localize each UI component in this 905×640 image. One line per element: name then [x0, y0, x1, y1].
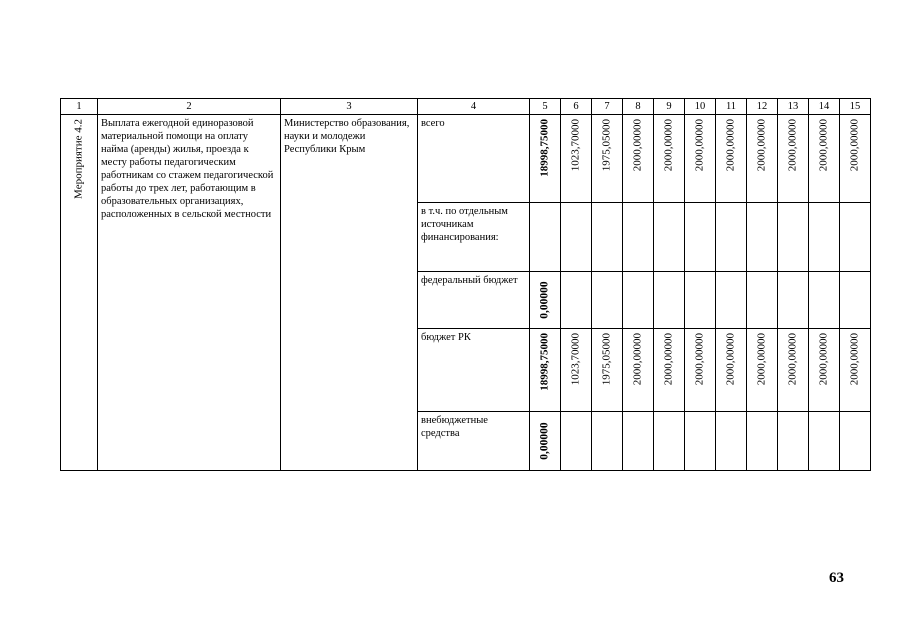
year-amount-cell — [840, 203, 871, 272]
column-number-cell: 8 — [623, 99, 654, 115]
year-amount-cell — [561, 329, 592, 412]
year-amount-cell — [809, 272, 840, 329]
year-amount-cell — [592, 329, 623, 412]
year-amount-cell — [654, 272, 685, 329]
year-amount: 2000,00000 — [724, 119, 737, 172]
year-amount: 2000,00000 — [693, 119, 706, 172]
executor-name: Министерство образования, науки и молодежи Республики Крым — [284, 118, 410, 155]
column-number-cell: 3 — [281, 99, 418, 115]
column-number-cell: 5 — [530, 99, 561, 115]
year-amount-cell — [809, 329, 840, 412]
year-amount: 2000,00000 — [662, 333, 675, 386]
year-amount-cell — [716, 329, 747, 412]
column-number-cell: 12 — [747, 99, 778, 115]
year-amount-cell — [778, 203, 809, 272]
year-amount-cell — [747, 412, 778, 471]
measure-label: Мероприятие 4.2 — [72, 119, 85, 199]
year-amount-cell — [623, 272, 654, 329]
column-number-cell: 15 — [840, 99, 871, 115]
year-amount-cell — [685, 115, 716, 203]
total-amount-cell — [530, 203, 561, 272]
funding-source-cell — [418, 329, 530, 412]
funding-row — [61, 115, 871, 203]
funding-source: бюджет РК — [421, 332, 471, 343]
year-amount: 2000,00000 — [848, 333, 861, 386]
column-number-cell: 6 — [561, 99, 592, 115]
year-amount: 2000,00000 — [755, 333, 768, 386]
funding-source: всего — [421, 118, 445, 129]
year-amount: 2000,00000 — [693, 333, 706, 386]
year-amount-cell — [716, 412, 747, 471]
column-number-cell: 11 — [716, 99, 747, 115]
funding-source-cell — [418, 412, 530, 471]
column-number-cell: 10 — [685, 99, 716, 115]
year-amount-cell — [747, 329, 778, 412]
total-amount: 18998,75000 — [538, 333, 551, 391]
year-amount-cell — [716, 203, 747, 272]
measure-cell — [61, 115, 98, 471]
year-amount: 2000,00000 — [662, 119, 675, 172]
column-number-row — [61, 99, 871, 115]
year-amount: 2000,00000 — [786, 119, 799, 172]
year-amount-cell — [623, 115, 654, 203]
year-amount: 1023,70000 — [569, 119, 582, 172]
year-amount-cell — [840, 115, 871, 203]
total-amount-cell — [530, 272, 561, 329]
year-amount-cell — [654, 115, 685, 203]
year-amount-cell — [623, 203, 654, 272]
description-cell — [98, 115, 281, 471]
funding-source-cell — [418, 203, 530, 272]
year-amount-cell — [561, 203, 592, 272]
total-amount: 0,00000 — [538, 281, 551, 319]
column-number-cell: 14 — [809, 99, 840, 115]
funding-source-cell — [418, 115, 530, 203]
year-amount-cell — [592, 412, 623, 471]
year-amount-cell — [592, 203, 623, 272]
year-amount: 2000,00000 — [786, 333, 799, 386]
measure-description: Выплата ежегодной единоразовой материальной помощи на оплату найма (аренды) жилья, проезда к месту работы педагогическим работникам со стажем педагогической работы до трех лет, работающим в образовательных организациях, расположенных в сельской местности — [101, 118, 274, 220]
year-amount-cell — [778, 329, 809, 412]
year-amount-cell — [623, 412, 654, 471]
column-number-cell: 13 — [778, 99, 809, 115]
year-amount-cell — [654, 329, 685, 412]
executor-cell — [281, 115, 418, 471]
year-amount-cell — [592, 272, 623, 329]
year-amount: 2000,00000 — [631, 119, 644, 172]
year-amount-cell — [778, 412, 809, 471]
year-amount-cell — [747, 203, 778, 272]
budget-table — [60, 98, 871, 471]
column-number-cell: 4 — [418, 99, 530, 115]
funding-source: внебюджетные средства — [421, 415, 488, 439]
column-number-cell: 2 — [98, 99, 281, 115]
year-amount-cell — [809, 115, 840, 203]
year-amount-cell — [561, 272, 592, 329]
funding-source: в т.ч. по отдельным источникам финансирования: — [421, 206, 508, 243]
year-amount-cell — [561, 412, 592, 471]
year-amount: 2000,00000 — [631, 333, 644, 386]
year-amount-cell — [561, 115, 592, 203]
year-amount-cell — [840, 412, 871, 471]
year-amount-cell — [716, 115, 747, 203]
total-amount: 0,00000 — [538, 422, 551, 460]
year-amount-cell — [840, 329, 871, 412]
column-number-cell: 7 — [592, 99, 623, 115]
year-amount-cell — [654, 203, 685, 272]
year-amount-cell — [778, 272, 809, 329]
year-amount: 1975,05000 — [600, 119, 613, 172]
year-amount: 2000,00000 — [724, 333, 737, 386]
year-amount-cell — [809, 412, 840, 471]
year-amount-cell — [685, 412, 716, 471]
funding-source-cell — [418, 272, 530, 329]
year-amount-cell — [685, 272, 716, 329]
year-amount-cell — [747, 272, 778, 329]
page-number: 63 — [829, 570, 844, 586]
year-amount-cell — [809, 203, 840, 272]
column-number-cell: 9 — [654, 99, 685, 115]
year-amount-cell — [623, 329, 654, 412]
year-amount-cell — [840, 272, 871, 329]
total-amount-cell — [530, 329, 561, 412]
total-amount-cell — [530, 115, 561, 203]
year-amount-cell — [778, 115, 809, 203]
year-amount: 2000,00000 — [848, 119, 861, 172]
year-amount-cell — [592, 115, 623, 203]
total-amount: 18998,75000 — [538, 119, 551, 177]
year-amount-cell — [654, 412, 685, 471]
funding-source: федеральный бюджет — [421, 275, 518, 286]
year-amount-cell — [747, 115, 778, 203]
column-number-cell: 1 — [61, 99, 98, 115]
year-amount: 2000,00000 — [817, 333, 830, 386]
year-amount: 2000,00000 — [755, 119, 768, 172]
year-amount-cell — [685, 203, 716, 272]
year-amount-cell — [685, 329, 716, 412]
year-amount: 1023,70000 — [569, 333, 582, 386]
year-amount: 2000,00000 — [817, 119, 830, 172]
year-amount: 1975,05000 — [600, 333, 613, 386]
year-amount-cell — [716, 272, 747, 329]
total-amount-cell — [530, 412, 561, 471]
